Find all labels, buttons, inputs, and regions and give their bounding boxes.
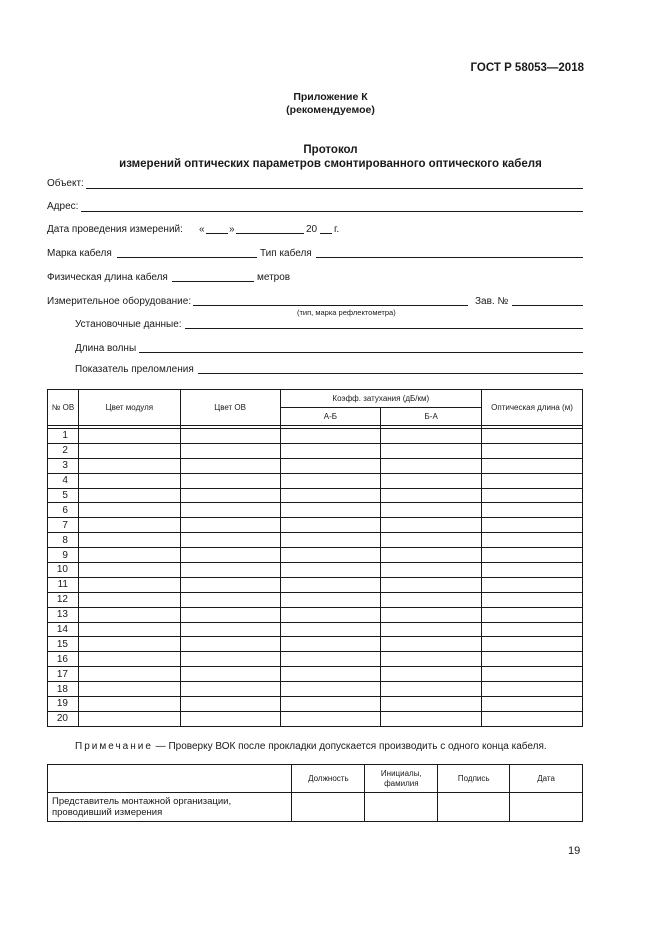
attenuation-ba-cell[interactable]: [381, 607, 482, 622]
module-color-cell[interactable]: [78, 667, 180, 682]
row-number: 8: [48, 533, 79, 548]
signature-header-initials: [365, 765, 438, 793]
note: [75, 741, 547, 752]
module-color-cell[interactable]: [78, 488, 180, 503]
header-fiber-color-text: Цвет ОВ: [214, 403, 246, 412]
attenuation-ba-cell[interactable]: [381, 503, 482, 518]
object-label: Объект:: [47, 178, 84, 189]
physical-length-label: Физическая длина кабеля: [47, 272, 168, 283]
header-ba: [381, 408, 482, 426]
attenuation-ab-cell[interactable]: [280, 592, 381, 607]
appendix-heading: [0, 91, 661, 117]
optical-length-cell[interactable]: [482, 548, 583, 563]
note-text: Проверку ВОК после прокладки допускается производить с одного конца кабеля.: [168, 741, 547, 752]
note-dash: —: [155, 741, 166, 752]
signature-header-date: [510, 765, 583, 793]
row-number: 1: [48, 429, 79, 444]
note-label: Примечание: [75, 741, 153, 752]
optical-length-cell[interactable]: [482, 563, 583, 578]
fiber-color-cell[interactable]: [180, 458, 280, 473]
row-number: 15: [48, 637, 79, 652]
table-row: [48, 697, 583, 712]
attenuation-ab-cell[interactable]: [280, 473, 381, 488]
attenuation-ab-cell[interactable]: [280, 563, 381, 578]
module-color-cell[interactable]: [78, 592, 180, 607]
header-num-text: № ОВ: [51, 403, 75, 412]
physical-length-line[interactable]: [172, 281, 254, 282]
signature-role: [48, 793, 292, 822]
address-line[interactable]: [81, 211, 583, 212]
table-row: [48, 443, 583, 458]
header-attenuation: [280, 390, 482, 408]
signature-header-sign: [438, 765, 510, 793]
table-row: [48, 682, 583, 697]
settings-line[interactable]: [185, 328, 583, 329]
attenuation-ab-cell[interactable]: [280, 682, 381, 697]
attenuation-ba-cell[interactable]: [381, 443, 482, 458]
date-suffix: г.: [334, 224, 340, 235]
optical-length-cell[interactable]: [482, 429, 583, 444]
module-color-cell[interactable]: [78, 473, 180, 488]
attenuation-ab-cell[interactable]: [280, 443, 381, 458]
protocol-title: Протокол: [303, 144, 358, 156]
header-module-color-text: Цвет модуля: [105, 403, 154, 412]
optical-length-cell[interactable]: [482, 711, 583, 726]
header-optical-length-text: Оптическая длина (м): [491, 403, 573, 412]
attenuation-ab-cell[interactable]: [280, 577, 381, 592]
module-color-cell[interactable]: [78, 711, 180, 726]
attenuation-ba-cell[interactable]: [381, 622, 482, 637]
fiber-color-cell[interactable]: [180, 443, 280, 458]
fiber-color-cell[interactable]: [180, 592, 280, 607]
optical-length-cell[interactable]: [482, 518, 583, 533]
table-row: [48, 622, 583, 637]
header-ba-text: Б-А: [424, 412, 438, 421]
module-color-cell[interactable]: [78, 533, 180, 548]
measurement-table: [47, 389, 583, 727]
table-row: [48, 652, 583, 667]
table-row: [48, 503, 583, 518]
attenuation-ab-cell[interactable]: [280, 622, 381, 637]
row-number: 18: [48, 682, 79, 697]
module-color-cell[interactable]: [78, 458, 180, 473]
table-row: [48, 488, 583, 503]
optical-length-cell[interactable]: [482, 682, 583, 697]
attenuation-ab-cell[interactable]: [280, 458, 381, 473]
signature-header-date-text: Дата: [537, 774, 555, 783]
optical-length-cell[interactable]: [482, 533, 583, 548]
module-color-cell[interactable]: [78, 563, 180, 578]
attenuation-ba-cell[interactable]: [381, 652, 482, 667]
header-attenuation-text: Коэфф. затухания (дБ/км): [332, 394, 430, 403]
signature-initials-cell[interactable]: [365, 793, 438, 822]
row-number: 9: [48, 548, 79, 563]
module-color-cell[interactable]: [78, 503, 180, 518]
equipment-line[interactable]: [193, 305, 468, 306]
attenuation-ab-cell[interactable]: [280, 637, 381, 652]
row-number: 19: [48, 697, 79, 712]
fiber-color-cell[interactable]: [180, 548, 280, 563]
date-open-quote: «: [199, 224, 205, 235]
physical-length-unit: метров: [257, 272, 291, 283]
row-number: 17: [48, 667, 79, 682]
table-row: [48, 667, 583, 682]
attenuation-ba-cell[interactable]: [381, 548, 482, 563]
module-color-cell[interactable]: [78, 652, 180, 667]
fiber-color-cell[interactable]: [180, 622, 280, 637]
date-close-quote: »: [229, 224, 235, 235]
refractive-index-line[interactable]: [198, 373, 583, 374]
attenuation-ba-cell[interactable]: [381, 711, 482, 726]
table-row: [48, 711, 583, 726]
attenuation-ab-cell[interactable]: [280, 518, 381, 533]
equipment-label: Измерительное оборудование:: [47, 296, 192, 307]
attenuation-ab-cell[interactable]: [280, 548, 381, 563]
module-color-cell[interactable]: [78, 637, 180, 652]
date-month-line[interactable]: [236, 233, 304, 234]
row-number: 20: [48, 711, 79, 726]
row-number: 13: [48, 607, 79, 622]
attenuation-ab-cell[interactable]: [280, 488, 381, 503]
serial-line[interactable]: [512, 305, 583, 306]
fiber-color-cell[interactable]: [180, 518, 280, 533]
module-color-cell[interactable]: [78, 622, 180, 637]
attenuation-ba-cell[interactable]: [381, 533, 482, 548]
wavelength-label: Длина волны: [75, 343, 137, 354]
row-number: 10: [48, 563, 79, 578]
attenuation-ba-cell[interactable]: [381, 637, 482, 652]
table-row: [48, 518, 583, 533]
row-number: 3: [48, 458, 79, 473]
signature-header-position: [292, 765, 365, 793]
protocol-subtitle: измерений оптических параметров смонтированного оптического кабеля: [119, 158, 542, 170]
attenuation-ab-cell[interactable]: [280, 667, 381, 682]
fiber-color-cell[interactable]: [180, 429, 280, 444]
fiber-color-cell[interactable]: [180, 667, 280, 682]
cable-brand-label: Марка кабеля: [47, 248, 112, 259]
module-color-cell[interactable]: [78, 443, 180, 458]
fiber-color-cell[interactable]: [180, 711, 280, 726]
row-number: 6: [48, 503, 79, 518]
optical-length-cell[interactable]: [482, 652, 583, 667]
appendix-subtitle: (рекомендуемое): [286, 104, 375, 116]
module-color-cell[interactable]: [78, 577, 180, 592]
row-number: 16: [48, 652, 79, 667]
attenuation-ba-cell[interactable]: [381, 563, 482, 578]
fiber-color-cell[interactable]: [180, 697, 280, 712]
table-row: [48, 592, 583, 607]
attenuation-ba-cell[interactable]: [381, 518, 482, 533]
date-year-prefix: 20: [306, 224, 318, 235]
module-color-cell[interactable]: [78, 429, 180, 444]
optical-length-cell[interactable]: [482, 622, 583, 637]
fiber-color-cell[interactable]: [180, 577, 280, 592]
fiber-color-cell[interactable]: [180, 488, 280, 503]
fiber-color-cell[interactable]: [180, 503, 280, 518]
signature-role-text: Представитель монтажной организации, проводивший измерения: [52, 796, 232, 818]
cable-brand-line[interactable]: [117, 257, 257, 258]
module-color-cell[interactable]: [78, 697, 180, 712]
signature-position-cell[interactable]: [292, 793, 365, 822]
row-number: 14: [48, 622, 79, 637]
fiber-color-cell[interactable]: [180, 637, 280, 652]
optical-length-cell[interactable]: [482, 443, 583, 458]
attenuation-ba-cell[interactable]: [381, 458, 482, 473]
table-row: [48, 429, 583, 444]
row-number: 2: [48, 443, 79, 458]
fiber-color-cell[interactable]: [180, 563, 280, 578]
optical-length-cell[interactable]: [482, 473, 583, 488]
signature-header-initials-text: Инициалы, фамилия: [380, 768, 422, 788]
optical-length-cell[interactable]: [482, 697, 583, 712]
refractive-index-label: Показатель преломления: [75, 364, 194, 375]
table-row: [48, 533, 583, 548]
attenuation-ba-cell[interactable]: [381, 488, 482, 503]
wavelength-line[interactable]: [139, 352, 583, 353]
signature-table: [47, 764, 583, 822]
appendix-title: Приложение К: [293, 91, 368, 103]
signature-header-sign-text: Подпись: [457, 774, 490, 783]
equipment-hint: (тип, марка рефлектометра): [297, 308, 396, 317]
optical-length-cell[interactable]: [482, 488, 583, 503]
header-ab: [280, 408, 381, 426]
module-color-cell[interactable]: [78, 607, 180, 622]
attenuation-ba-cell[interactable]: [381, 592, 482, 607]
attenuation-ab-cell[interactable]: [280, 607, 381, 622]
standard-number: ГОСТ Р 58053—2018: [470, 62, 584, 74]
table-row: [48, 637, 583, 652]
attenuation-ab-cell[interactable]: [280, 503, 381, 518]
header-module-color: [78, 390, 180, 426]
fiber-color-cell[interactable]: [180, 607, 280, 622]
attenuation-ab-cell[interactable]: [280, 697, 381, 712]
optical-length-cell[interactable]: [482, 577, 583, 592]
settings-label: Установочные данные:: [75, 319, 182, 330]
table-row: [48, 458, 583, 473]
optical-length-cell[interactable]: [482, 637, 583, 652]
header-ab-text: А-Б: [323, 412, 338, 421]
table-row: [48, 473, 583, 488]
object-line[interactable]: [86, 188, 583, 189]
row-number: 4: [48, 473, 79, 488]
attenuation-ab-cell[interactable]: [280, 711, 381, 726]
optical-length-cell[interactable]: [482, 503, 583, 518]
row-number: 12: [48, 592, 79, 607]
header-fiber-color: [180, 390, 280, 426]
row-number: 11: [48, 577, 79, 592]
header-num: [48, 390, 79, 426]
table-row: [48, 548, 583, 563]
attenuation-ba-cell[interactable]: [381, 697, 482, 712]
fiber-color-cell[interactable]: [180, 473, 280, 488]
signature-header-empty: [48, 765, 292, 793]
page-number: 19: [568, 845, 581, 857]
date-year-line[interactable]: [320, 233, 332, 234]
fiber-color-cell[interactable]: [180, 652, 280, 667]
address-label: Адрес:: [47, 201, 79, 212]
signature-sign-cell[interactable]: [438, 793, 510, 822]
attenuation-ba-cell[interactable]: [381, 429, 482, 444]
attenuation-ba-cell[interactable]: [381, 577, 482, 592]
cable-type-line[interactable]: [316, 257, 583, 258]
date-label: Дата проведения измерений:: [47, 224, 183, 235]
optical-length-cell[interactable]: [482, 592, 583, 607]
table-row: [48, 577, 583, 592]
table-row: [48, 607, 583, 622]
serial-label: Зав. №: [475, 296, 509, 307]
attenuation-ba-cell[interactable]: [381, 667, 482, 682]
date-day-line[interactable]: [206, 233, 228, 234]
attenuation-ba-cell[interactable]: [381, 682, 482, 697]
attenuation-ab-cell[interactable]: [280, 652, 381, 667]
row-number: 7: [48, 518, 79, 533]
fiber-color-cell[interactable]: [180, 533, 280, 548]
table-row: [48, 563, 583, 578]
module-color-cell[interactable]: [78, 548, 180, 563]
attenuation-ab-cell[interactable]: [280, 533, 381, 548]
row-number: 5: [48, 488, 79, 503]
optical-length-cell[interactable]: [482, 667, 583, 682]
module-color-cell[interactable]: [78, 682, 180, 697]
signature-date-cell[interactable]: [510, 793, 583, 822]
fiber-color-cell[interactable]: [180, 682, 280, 697]
signature-header-position-text: Должность: [308, 774, 349, 783]
attenuation-ba-cell[interactable]: [381, 473, 482, 488]
optical-length-cell[interactable]: [482, 458, 583, 473]
protocol-heading: [0, 143, 661, 171]
optical-length-cell[interactable]: [482, 607, 583, 622]
attenuation-ab-cell[interactable]: [280, 429, 381, 444]
module-color-cell[interactable]: [78, 518, 180, 533]
cable-type-label: Тип кабеля: [260, 248, 312, 259]
header-optical-length: [482, 390, 583, 426]
